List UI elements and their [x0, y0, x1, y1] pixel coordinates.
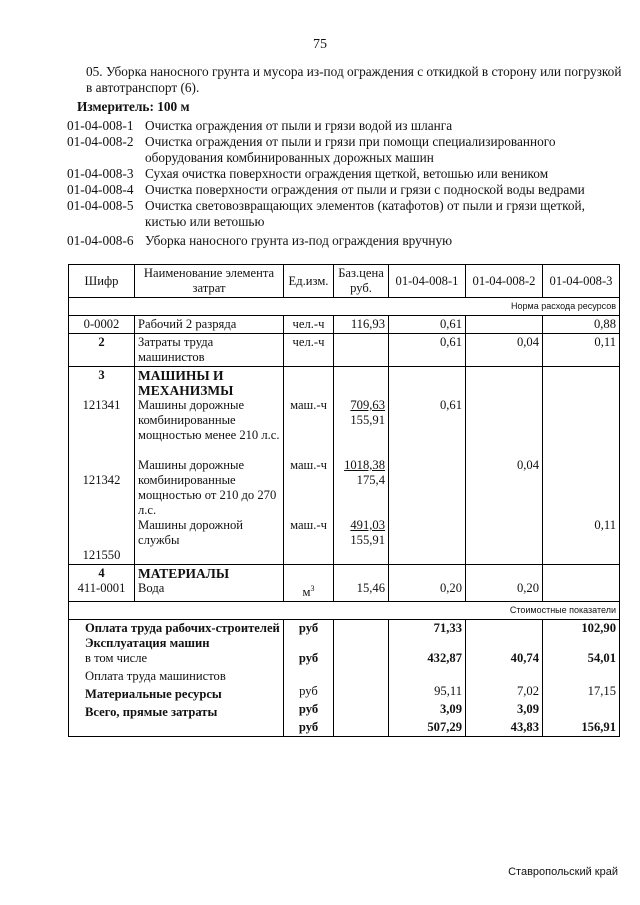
material-norm: 0,20	[516, 581, 539, 595]
header-unit: Ед.изм.	[284, 265, 334, 298]
work-code: 01-04-008-2	[67, 134, 134, 149]
cost-caption: Стоимостные показатели	[69, 602, 620, 620]
machine-name: Машины дорожные комбинированные мощностью от 210 до 270 л.с.	[138, 458, 277, 517]
work-code: 01-04-008-1	[67, 118, 134, 133]
machine-price-total: 709,63	[350, 398, 385, 412]
work-code-item	[67, 198, 615, 230]
cost-name: Всего, прямые затраты	[85, 705, 218, 720]
machine-code: 121342	[82, 473, 121, 487]
header-col-2: 01-04-008-2	[466, 265, 543, 298]
work-description: Очистка ограждения от пыли и грязи при помощи специализированного оборудования комбинированных дорожных машин	[145, 134, 556, 165]
cell-name	[135, 565, 284, 602]
header-code: Шифр	[69, 265, 135, 298]
cell-col-1: 0,61	[389, 334, 466, 367]
work-code-item	[67, 182, 615, 198]
machine-name: Машины дорожные комбинированные мощностью менее 210 л.с.	[138, 398, 280, 442]
table-header-row	[69, 265, 620, 298]
work-code: 01-04-008-6	[67, 233, 134, 248]
section-title: 05. Уборка наносного грунта и мусора из-под ограждения с откидкой в сторону или погрузкой в автотранспорт (6).	[86, 64, 622, 95]
table-row-worker	[69, 316, 620, 334]
machine-code: 121550	[82, 548, 121, 562]
cost-col-3: 102,90 54,01 17,15 156,91	[543, 620, 620, 737]
cell-col-3: 0,11	[543, 334, 620, 367]
machine-price-wage: 155,91	[350, 413, 385, 427]
cell-col-2	[466, 367, 543, 565]
cell-price	[334, 367, 389, 565]
work-code-item	[67, 118, 615, 134]
cell-col-2	[466, 565, 543, 602]
norm-caption-row	[69, 298, 620, 316]
cell-code	[69, 565, 135, 602]
machine-price-total: 1018,38	[344, 458, 385, 472]
machine-norm: 0,61	[439, 398, 462, 412]
table-row-machines-block	[69, 367, 620, 565]
cell-col-3: 0,88	[543, 316, 620, 334]
cost-name: Материальные ресурсы	[85, 687, 222, 702]
group-code: 3	[98, 368, 105, 382]
cost-unit: руб	[298, 621, 319, 636]
cell-code: 2	[69, 334, 135, 367]
work-description: Очистка световозвращающих элементов (катафотов) от пыли и грязи щеткой, кистью или ветошью	[145, 198, 585, 229]
cell-name: Рабочий 2 разряда	[135, 316, 284, 334]
work-code: 01-04-008-5	[67, 198, 134, 213]
table-row-drivers	[69, 334, 620, 367]
machine-norm	[546, 458, 616, 518]
machine-unit: маш.-ч	[290, 458, 327, 472]
machine-code: 121341	[82, 398, 121, 412]
cell-col-1	[389, 565, 466, 602]
cost-caption-row	[69, 602, 620, 620]
cell-unit: чел.-ч	[284, 316, 334, 334]
cell-name	[135, 367, 284, 565]
cost-price-empty	[334, 620, 389, 737]
cell-col-3	[543, 367, 620, 565]
table-row-costs	[69, 620, 620, 737]
cost-name: Оплата труда рабочих-строителей	[85, 621, 280, 636]
material-unit: $м^3$	[302, 584, 315, 600]
cell-col-2: 0,04	[466, 334, 543, 367]
machine-norm: 0,04	[516, 458, 539, 472]
machine-price-wage: 155,91	[350, 533, 385, 547]
work-description: Уборка наносного грунта из-под ограждения вручную	[145, 233, 453, 248]
cell-col-1: 0,61	[389, 316, 466, 334]
cell-col-1	[389, 367, 466, 565]
cell-unit	[284, 565, 334, 602]
work-description: Сухая очистка поверхности ограждения щеткой, ветошью или веником	[145, 166, 549, 181]
table-row-materials-block	[69, 565, 620, 602]
cell-price	[334, 334, 389, 367]
work-code: 01-04-008-4	[67, 182, 134, 197]
group-name: МАШИНЫ И МЕХАНИЗМЫ	[138, 368, 234, 398]
work-code-item	[67, 166, 615, 182]
header-col-3: 01-04-008-3	[543, 265, 620, 298]
work-code-item	[67, 233, 615, 249]
resource-table	[68, 264, 620, 737]
footer-region: Ставропольский край	[508, 866, 618, 878]
cell-price: 116,93	[334, 316, 389, 334]
norm-caption: Норма расхода ресурсов	[69, 298, 620, 316]
header-name: Наименование элемента затрат	[135, 265, 284, 298]
cost-unit: руб	[299, 684, 318, 699]
page-number: 75	[313, 37, 327, 52]
machine-unit: маш.-ч	[290, 518, 327, 532]
cost-units	[284, 620, 334, 737]
cost-col-1: 71,33 432,87 95,11 3,09 507,29	[389, 620, 466, 737]
cell-col-2	[466, 316, 543, 334]
cost-name: Оплата труда машинистов	[85, 669, 226, 684]
cell-code: 0-0002	[69, 316, 135, 334]
group-name: МАТЕРИАЛЫ	[138, 566, 230, 581]
machine-norm	[546, 398, 616, 458]
cost-unit: руб	[298, 651, 319, 666]
cost-subnote: в том числе	[85, 651, 148, 666]
cell-unit	[284, 367, 334, 565]
machine-norm	[392, 458, 462, 518]
cell-name: Затраты труда машинистов	[135, 334, 284, 367]
header-col-1: 01-04-008-1	[389, 265, 466, 298]
cost-unit: руб	[298, 720, 319, 735]
cell-unit: чел.-ч	[284, 334, 334, 367]
cell-code	[69, 367, 135, 565]
measure-unit: Измеритель: 100 м	[77, 99, 190, 114]
machine-norm	[469, 398, 539, 458]
cell-col-3	[543, 565, 620, 602]
machine-norm: 0,11	[594, 518, 616, 532]
work-code-item	[67, 134, 615, 166]
machine-unit: маш.-ч	[290, 398, 327, 412]
machine-name: Машины дорожной службы	[138, 518, 244, 547]
cost-col-2: 40,74 7,02 3,09 43,83	[466, 620, 543, 737]
header-price: Баз.цена руб.	[334, 265, 389, 298]
cost-names	[69, 620, 284, 737]
group-code: 4	[98, 566, 105, 580]
work-description: Очистка поверхности ограждения от пыли и грязи с подноской воды ведрами	[145, 182, 585, 197]
cost-name: Эксплуатация машин	[85, 636, 210, 651]
material-code: 411-0001	[77, 581, 126, 595]
machine-price-wage: 175,4	[356, 473, 385, 487]
material-norm: 0,20	[439, 581, 462, 595]
cost-unit: руб	[298, 702, 319, 717]
material-price: 15,46	[356, 581, 385, 595]
work-code-list	[67, 118, 615, 249]
work-description: Очистка ограждения от пыли и грязи водой из шланга	[145, 118, 453, 133]
cell-price	[334, 565, 389, 602]
machine-price-total: 491,03	[350, 518, 385, 532]
material-name: Вода	[138, 581, 165, 595]
work-code: 01-04-008-3	[67, 166, 134, 181]
